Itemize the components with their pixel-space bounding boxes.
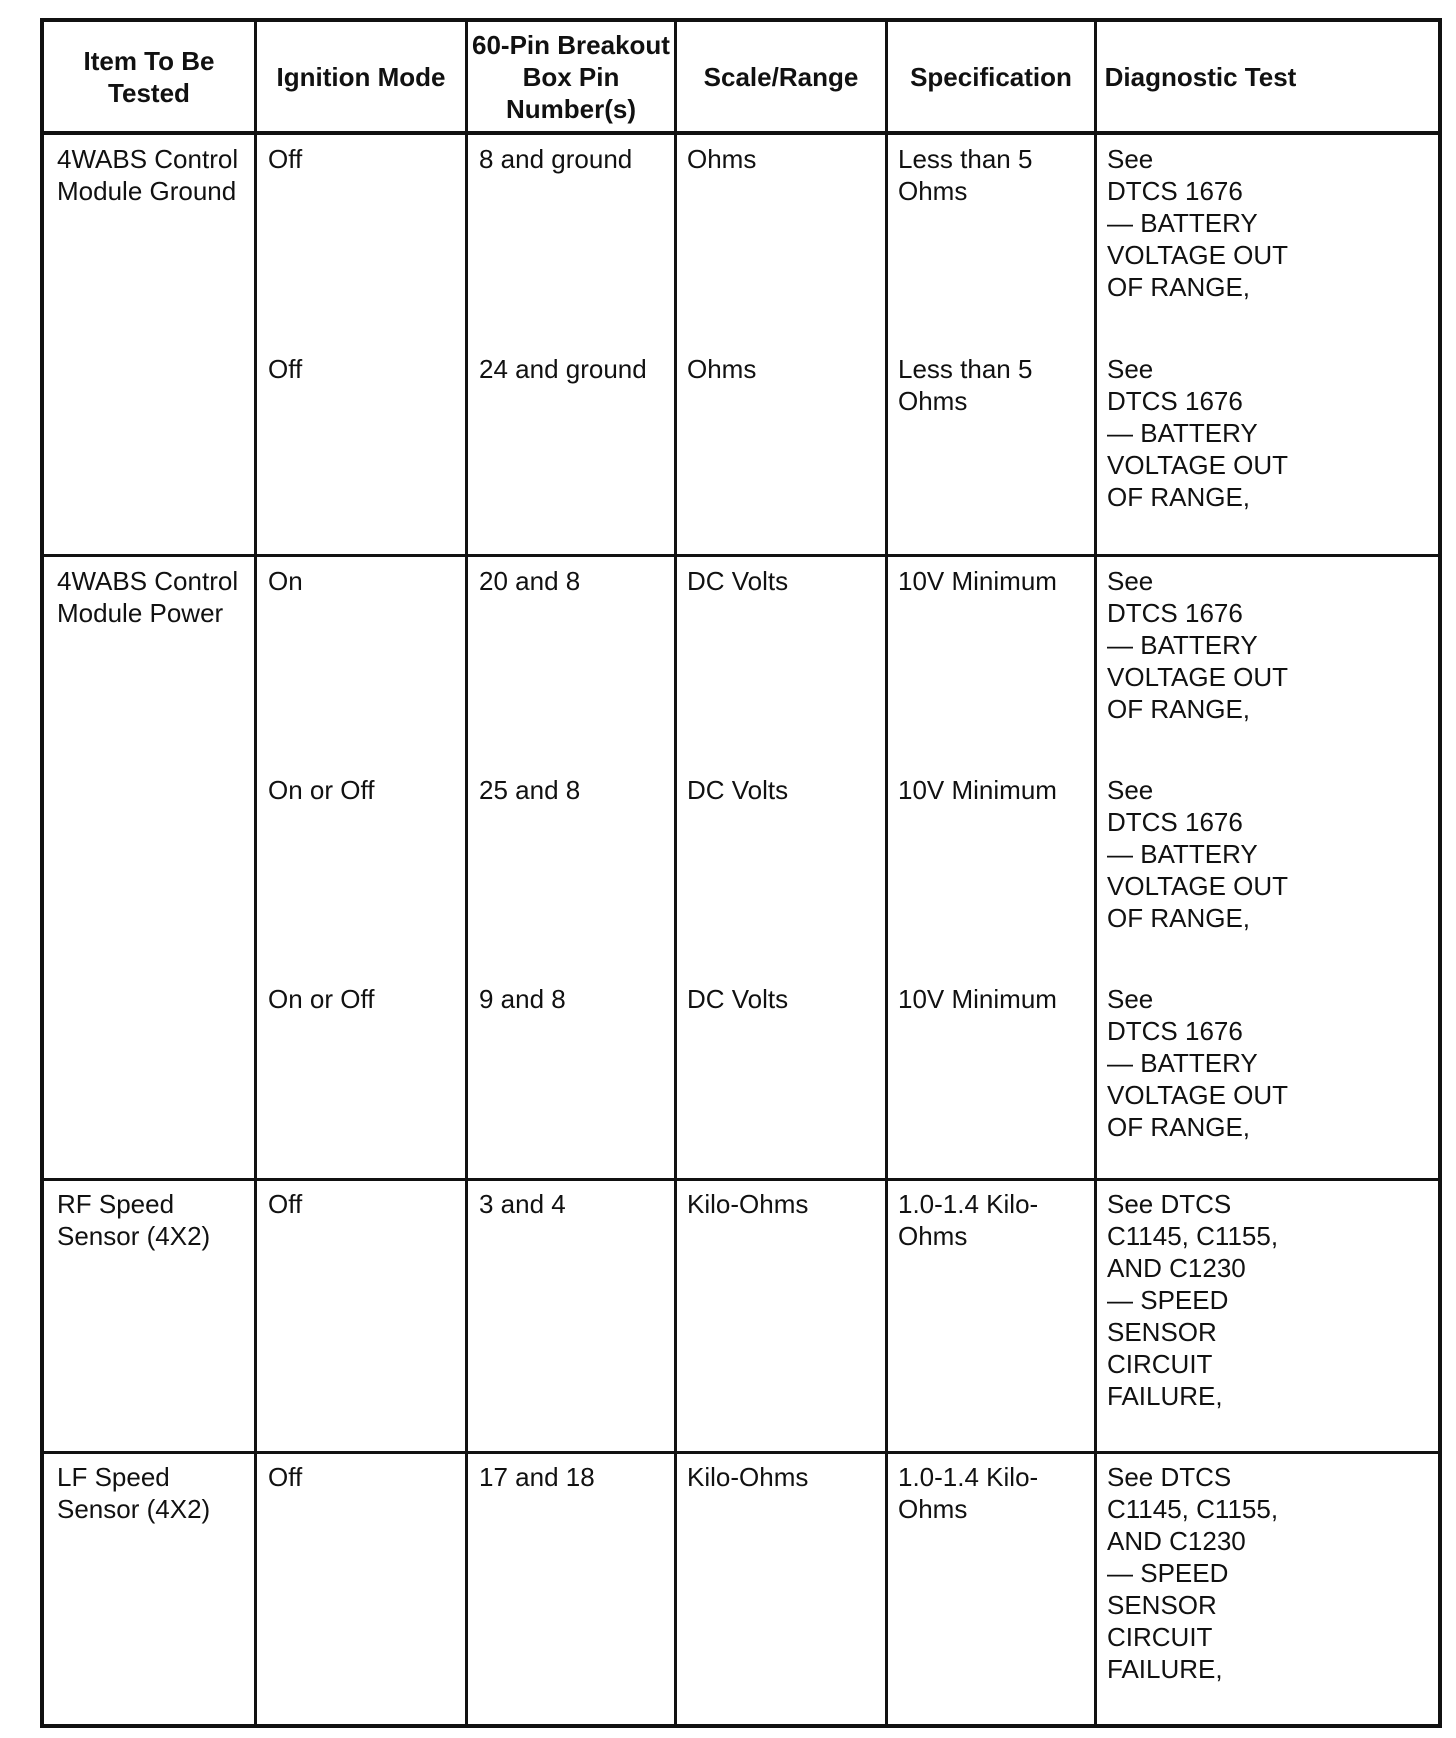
test-cell: See DTCS C1145, C1155, AND C1230 — SPEED SENSOR CIRCUIT FAILURE, [1107, 1462, 1279, 1684]
header-specification: Specification [910, 61, 1072, 92]
ignition-cell: Off [268, 354, 303, 384]
header-item: Item To Be Tested [83, 45, 215, 108]
ignition-cell: On or Off [268, 984, 375, 1014]
header-ignition-mode: Ignition Mode [276, 61, 446, 92]
spec-cell: 10V Minimum [898, 775, 1057, 805]
scale-cell: Ohms [687, 354, 757, 384]
ignition-cell: Off [268, 1462, 303, 1492]
scale-cell: Kilo-Ohms [687, 1189, 809, 1219]
test-cell: See DTCS 1676 — BATTERY VOLTAGE OUT OF RANGE, [1107, 354, 1289, 512]
spec-cell: Less than 5 Ohms [898, 144, 1033, 206]
pins-cell: 9 and 8 [479, 984, 566, 1014]
scale-cell: DC Volts [687, 984, 789, 1014]
diagnostic-table [40, 18, 1442, 1728]
test-cell: See DTCS 1676 — BATTERY VOLTAGE OUT OF RANGE, [1107, 775, 1289, 933]
column-divider [674, 22, 677, 1724]
spec-cell: Less than 5 Ohms [898, 354, 1033, 416]
item-cell: 4WABS Control Module Power [57, 566, 239, 628]
column-divider [885, 22, 888, 1724]
item-cell: 4WABS Control Module Ground [57, 144, 239, 206]
header-diagnostic-test: Diagnostic Test [1104, 61, 1297, 92]
spec-cell: 1.0-1.4 Kilo- Ohms [898, 1462, 1039, 1524]
ignition-cell: Off [268, 1189, 303, 1219]
test-cell: See DTCS C1145, C1155, AND C1230 — SPEED SENSOR CIRCUIT FAILURE, [1107, 1189, 1279, 1411]
group-divider [44, 1451, 1438, 1454]
group-divider [44, 554, 1438, 557]
pins-cell: 3 and 4 [479, 1189, 566, 1219]
ignition-cell: Off [268, 144, 303, 174]
column-divider [254, 22, 257, 1724]
pins-cell: 17 and 18 [479, 1462, 595, 1492]
spec-cell: 1.0-1.4 Kilo- Ohms [898, 1189, 1039, 1251]
scale-cell: DC Volts [687, 566, 789, 596]
item-cell: RF Speed Sensor (4X2) [57, 1189, 211, 1251]
ignition-cell: On or Off [268, 775, 375, 805]
test-cell: See DTCS 1676 — BATTERY VOLTAGE OUT OF RANGE, [1107, 984, 1289, 1142]
spec-cell: 10V Minimum [898, 566, 1057, 596]
header-pin-numbers: 60-Pin Breakout Box Pin Number(s) [472, 29, 670, 124]
pins-cell: 24 and ground [479, 354, 647, 384]
group-divider [44, 1178, 1438, 1181]
scale-cell: DC Volts [687, 775, 789, 805]
pins-cell: 8 and ground [479, 144, 633, 174]
scale-cell: Ohms [687, 144, 757, 174]
pins-cell: 25 and 8 [479, 775, 581, 805]
test-cell: See DTCS 1676 — BATTERY VOLTAGE OUT OF RANGE, [1107, 566, 1289, 724]
column-divider [1094, 22, 1097, 1724]
item-cell: LF Speed Sensor (4X2) [57, 1462, 211, 1524]
test-cell: See DTCS 1676 — BATTERY VOLTAGE OUT OF RANGE, [1107, 144, 1289, 302]
header-scale-range: Scale/Range [703, 61, 859, 92]
column-divider [465, 22, 468, 1724]
ignition-cell: On [268, 566, 303, 596]
scale-cell: Kilo-Ohms [687, 1462, 809, 1492]
pins-cell: 20 and 8 [479, 566, 581, 596]
spec-cell: 10V Minimum [898, 984, 1057, 1014]
